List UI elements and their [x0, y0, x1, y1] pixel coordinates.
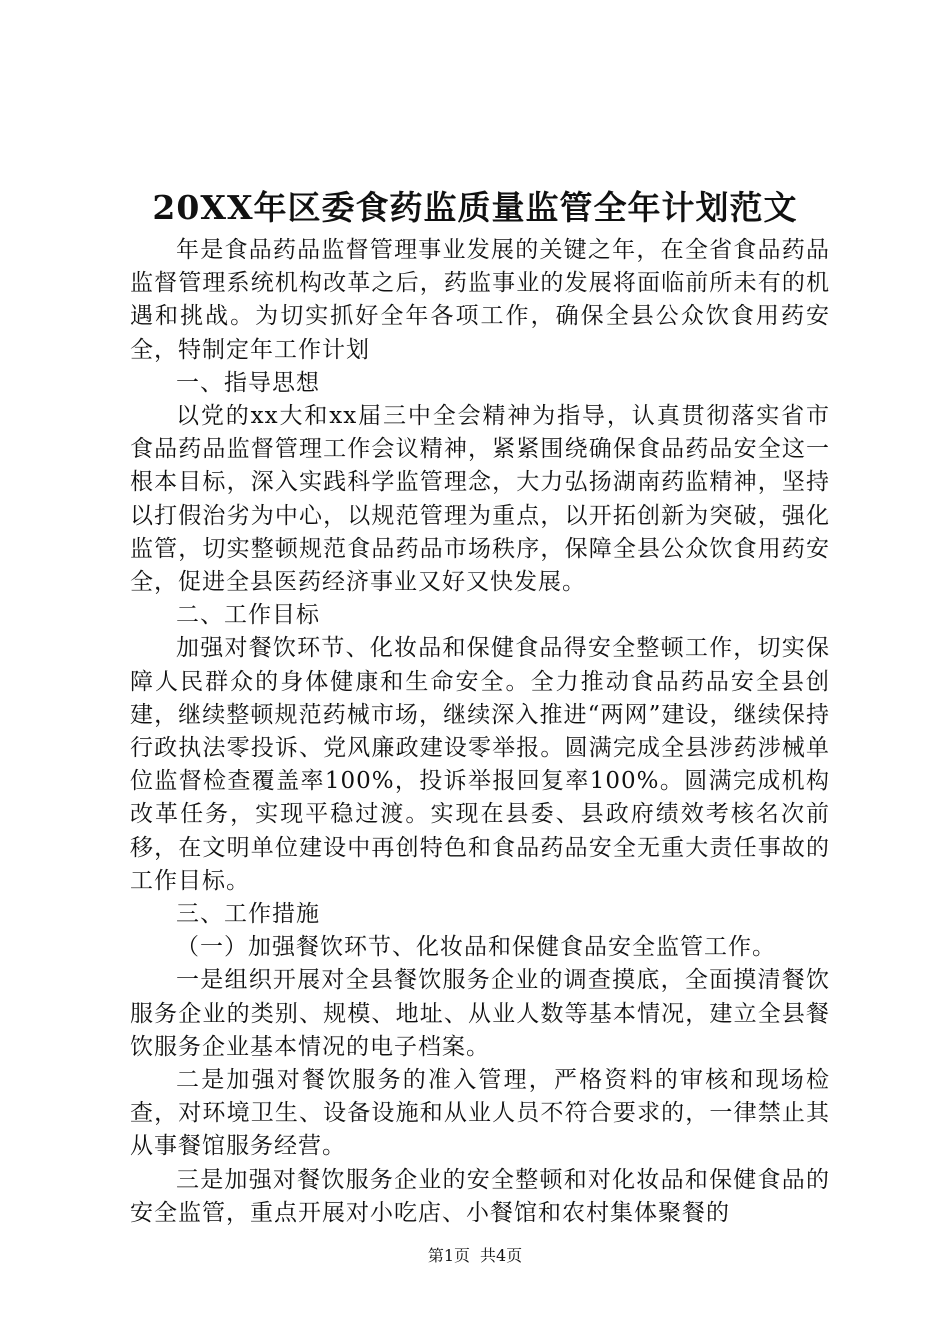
document-title: 20XX年区委食药监质量监管全年计划范文 — [152, 188, 798, 227]
measure-paragraph-3: 三是加强对餐饮服务企业的安全整顿和对化妆品和保健食品的安全监管，重点开展对小吃店、小餐馆和农村集体聚餐的 — [130, 1166, 830, 1226]
section-heading-work-goals: 二、工作目标 — [176, 602, 320, 629]
section-heading-work-measures: 三、工作措施 — [176, 901, 320, 928]
work-goals-paragraph: 加强对餐饮环节、化妆品和保健食品得安全整顿工作，切实保障人民群众的身体健康和生命安全。全力推动食品药品安全县创建，继续整顿规范药械市场，继续深入推进“两网”建设，继续保持行政执法零投诉、党风廉政建设零举报。圆满完成全县涉药涉械单位监督检查覆盖率100%，投诉举报回复率100%。圆满完成机构改革任务，实现平稳过渡。实现在县委、县政府绩效考核名次前移，在文明单位建设中再创特色和食品药品安全无重大责任事故的工作目标。 — [130, 635, 830, 894]
page-footer — [0, 1246, 950, 1266]
measure-paragraph-1: 一是组织开展对全县餐饮服务企业的调查摸底，全面摸清餐饮服务企业的类别、规模、地址、从业人数等基本情况，建立全县餐饮服务企业基本情况的电子档案。 — [130, 967, 830, 1060]
section-heading-guiding-ideology: 一、指导思想 — [176, 369, 320, 396]
subsection-heading-catering: （一）加强餐饮环节、化妆品和保健食品安全监管工作。 — [176, 934, 776, 961]
intro-paragraph: 年是食品药品监督管理事业发展的关键之年，在全省食品药品监督管理系统机构改革之后，药监事业的发展将面临前所未有的机遇和挑战。为切实抓好全年各项工作，确保全县公众饮食用药安全，特制定年工作计划 — [130, 237, 830, 363]
page-number: 第1页 — [427, 1246, 470, 1265]
measure-paragraph-2: 二是加强对餐饮服务的准入管理，严格资料的审核和现场检查，对环境卫生、设备设施和从业人员不符合要求的，一律禁止其从事餐馆服务经营。 — [130, 1067, 830, 1160]
guiding-ideology-paragraph: 以党的xx大和xx届三中全会精神为指导，认真贯彻落实省市食品药品监督管理工作会议精神，紧紧围绕确保食品药品安全这一根本目标，深入实践科学监管理念，大力弘扬湖南药监精神，坚持以打假治劣为中心，以规范管理为重点，以开拓创新为突破，强化监管，切实整顿规范食品药品市场秩序，保障全县公众饮食用药安全，促进全县医药经济事业又好又快发展。 — [130, 403, 830, 596]
document-body — [130, 234, 830, 1230]
page-total: 共4页 — [480, 1246, 523, 1265]
